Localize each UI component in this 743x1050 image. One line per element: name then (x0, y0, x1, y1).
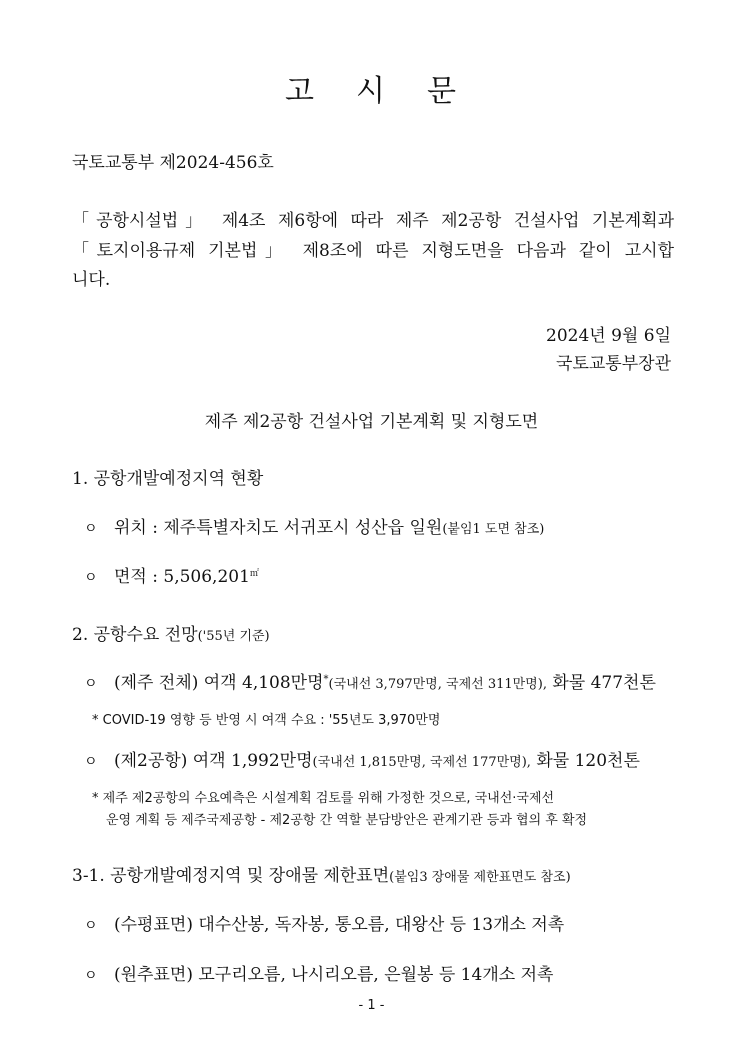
intro-line-2: 「토지이용규제 기본법」 제8조에 따른 지형도면을 다음과 같이 고시합 (72, 241, 674, 261)
second-demand-detail: (국내선 1,815만명, 국제선 177만명), (312, 755, 531, 770)
intro-line-1: 「공항시설법」 제4조 제6항에 따라 제주 제2공항 건설사업 기본계획과 (72, 211, 674, 231)
bullet-icon: ㅇ (84, 754, 98, 770)
notice-number: 국토교통부 제2024-456호 (72, 153, 274, 173)
section-3-heading-note: (붙임3 장애물 제한표면도 참조) (389, 870, 571, 885)
location-item (84, 513, 544, 538)
intro-line-3: 니다. (72, 270, 111, 290)
jeju-demand-text: (제주 전체) 여객 4,108만명 (114, 673, 324, 693)
second-demand-text: (제2공항) 여객 1,992만명 (114, 751, 313, 771)
second-note-line-2: 운영 계획 등 제주국제공항 - 제2공항 간 역할 분담방안은 관계기관 등과 협의 후 확정 (106, 813, 588, 828)
notice-signer: 국토교통부장관 (556, 354, 671, 374)
horizontal-surface-text: (수평표면) 대수산봉, 독자봉, 통오름, 대왕산 등 13개소 저촉 (114, 915, 565, 935)
bullet-icon: ㅇ (84, 968, 98, 984)
section-3-heading-text: 3-1. 공항개발예정지역 및 장애물 제한표면 (72, 866, 390, 886)
title-char-3: 문 (426, 74, 458, 109)
conical-surface-item (84, 960, 553, 985)
jeju-demand-detail: (국내선 3,797만명, 국제선 311만명), (328, 677, 547, 692)
location-note: (붙임1 도면 참조) (442, 522, 545, 537)
area-text: 면적 : 5,506,201 (114, 567, 250, 587)
jeju-cargo: 화물 477천톤 (546, 673, 656, 693)
jeju-demand-item (84, 668, 656, 693)
jeju-footnote: * COVID-19 영향 등 반영 시 여객 수요 : '55년도 3,970만명 (92, 713, 441, 728)
section-1-heading: 1. 공항개발예정지역 현황 (72, 469, 264, 489)
bullet-icon: ㅇ (84, 676, 98, 692)
conical-surface-text: (원추표면) 모구리오름, 나시리오름, 은월봉 등 14개소 저촉 (114, 965, 554, 985)
area-unit: ㎡ (249, 569, 259, 579)
location-text: 위치 : 제주특별자치도 서귀포시 성산읍 일원 (114, 518, 443, 538)
section-2-heading-text: 2. 공항수요 전망 (72, 625, 198, 645)
bullet-icon: ㅇ (84, 521, 98, 537)
footnote-star: * (323, 674, 329, 685)
second-airport-demand-item (84, 746, 640, 771)
section-3-heading (72, 861, 571, 886)
page-number: - 1 - (358, 998, 385, 1013)
bullet-icon: ㅇ (84, 570, 98, 586)
second-note-line-1: * 제주 제2공항의 수요예측은 시설계획 검토를 위해 가정한 것으로, 국내선·국제선 (92, 791, 555, 806)
section-2-heading (72, 620, 270, 645)
title-char-1: 고 (285, 74, 316, 109)
document-title: 제주 제2공항 건설사업 기본계획 및 지형도면 (204, 412, 539, 432)
horizontal-surface-item (84, 910, 564, 935)
notice-title (0, 66, 743, 110)
notice-date: 2024년 9월 6일 (546, 326, 671, 346)
second-cargo: 화물 120천톤 (530, 751, 640, 771)
section-2-heading-note: ('55년 기준) (197, 629, 270, 644)
title-char-2: 시 (356, 74, 387, 109)
bullet-icon: ㅇ (84, 918, 98, 934)
area-item (84, 562, 259, 587)
